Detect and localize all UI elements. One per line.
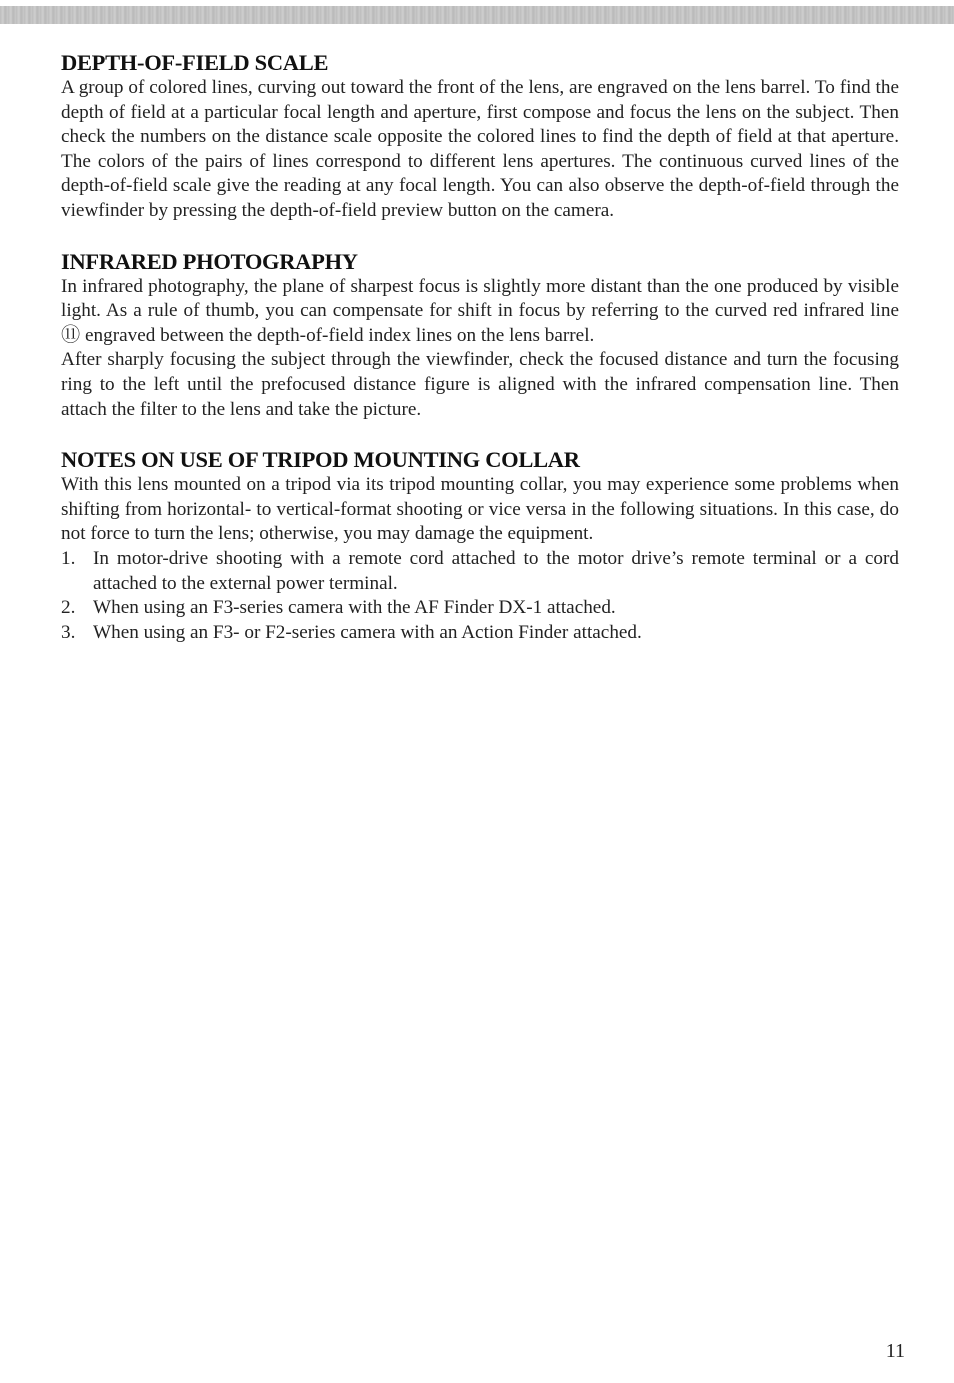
section-tripod-mounting-collar: [61, 447, 899, 645]
list-item-text: When using an F3-series camera with the AF Finder DX-1 attached.: [93, 597, 616, 619]
section-heading: NOTES ON USE OF TRIPOD MOUNTING COLLAR: [61, 447, 580, 473]
paragraph: A group of colored lines, curving out toward the front of the lens, are engraved on the lens barrel. To find the depth of field at a particular focal length and aperture, first compose and focus the lens on the subject. Then check the numbers on the distance scale opposite the colored lines to find the depth of field at that aperture. The colors of the pairs of lines correspond to different lens apertures. The continuous curved lines of the depth-of-field scale give the reading at any focal length. You can also observe the depth-of-field through the viewfinder by pressing the depth-of-field preview button on the camera.: [61, 77, 899, 221]
list-item-number: 1.: [61, 547, 76, 569]
list-item-text: In motor-drive shooting with a remote cord attached to the motor drive’s remote terminal or a cord attached to the external power terminal.: [93, 547, 899, 594]
page-number: 11: [885, 1340, 905, 1362]
paragraph: With this lens mounted on a tripod via its tripod mounting collar, you may experience some problems when shifting from horizontal- to vertical-format shooting or vice versa in the following situations. In this case, do not force to turn the lens; otherwise, you may damage the equipment.: [61, 474, 899, 545]
section-heading: DEPTH-OF-FIELD SCALE: [61, 50, 329, 75]
top-scan-band: [0, 6, 954, 24]
section-heading: INFRARED PHOTOGRAPHY: [61, 248, 358, 274]
section-infrared-photography: [61, 249, 899, 423]
situations-list: [61, 547, 899, 645]
paragraph: In infrared photography, the plane of sharpest focus is slightly more distant than the one produced by visible light. As a rule of thumb, you can compensate for shift in focus by referring to the curved red infrared line ⑪ engraved between the depth-of-field index lines on the lens barrel.: [61, 275, 899, 346]
list-item-text: When using an F3- or F2-series camera with an Action Finder attached.: [93, 621, 642, 643]
list-item: [61, 547, 899, 596]
list-item: [61, 596, 899, 621]
paragraph: After sharply focusing the subject through the viewfinder, check the focused distance and turn the focusing ring to the left until the prefocused distance figure is aligned with the infrared compensation line. Then attach the filter to the lens and take the picture.: [61, 349, 899, 420]
page-content: [61, 50, 899, 645]
list-item: [61, 621, 899, 646]
list-item-number: 2.: [61, 597, 76, 619]
section-depth-of-field-scale: [61, 50, 899, 224]
list-item-number: 3.: [61, 621, 76, 643]
